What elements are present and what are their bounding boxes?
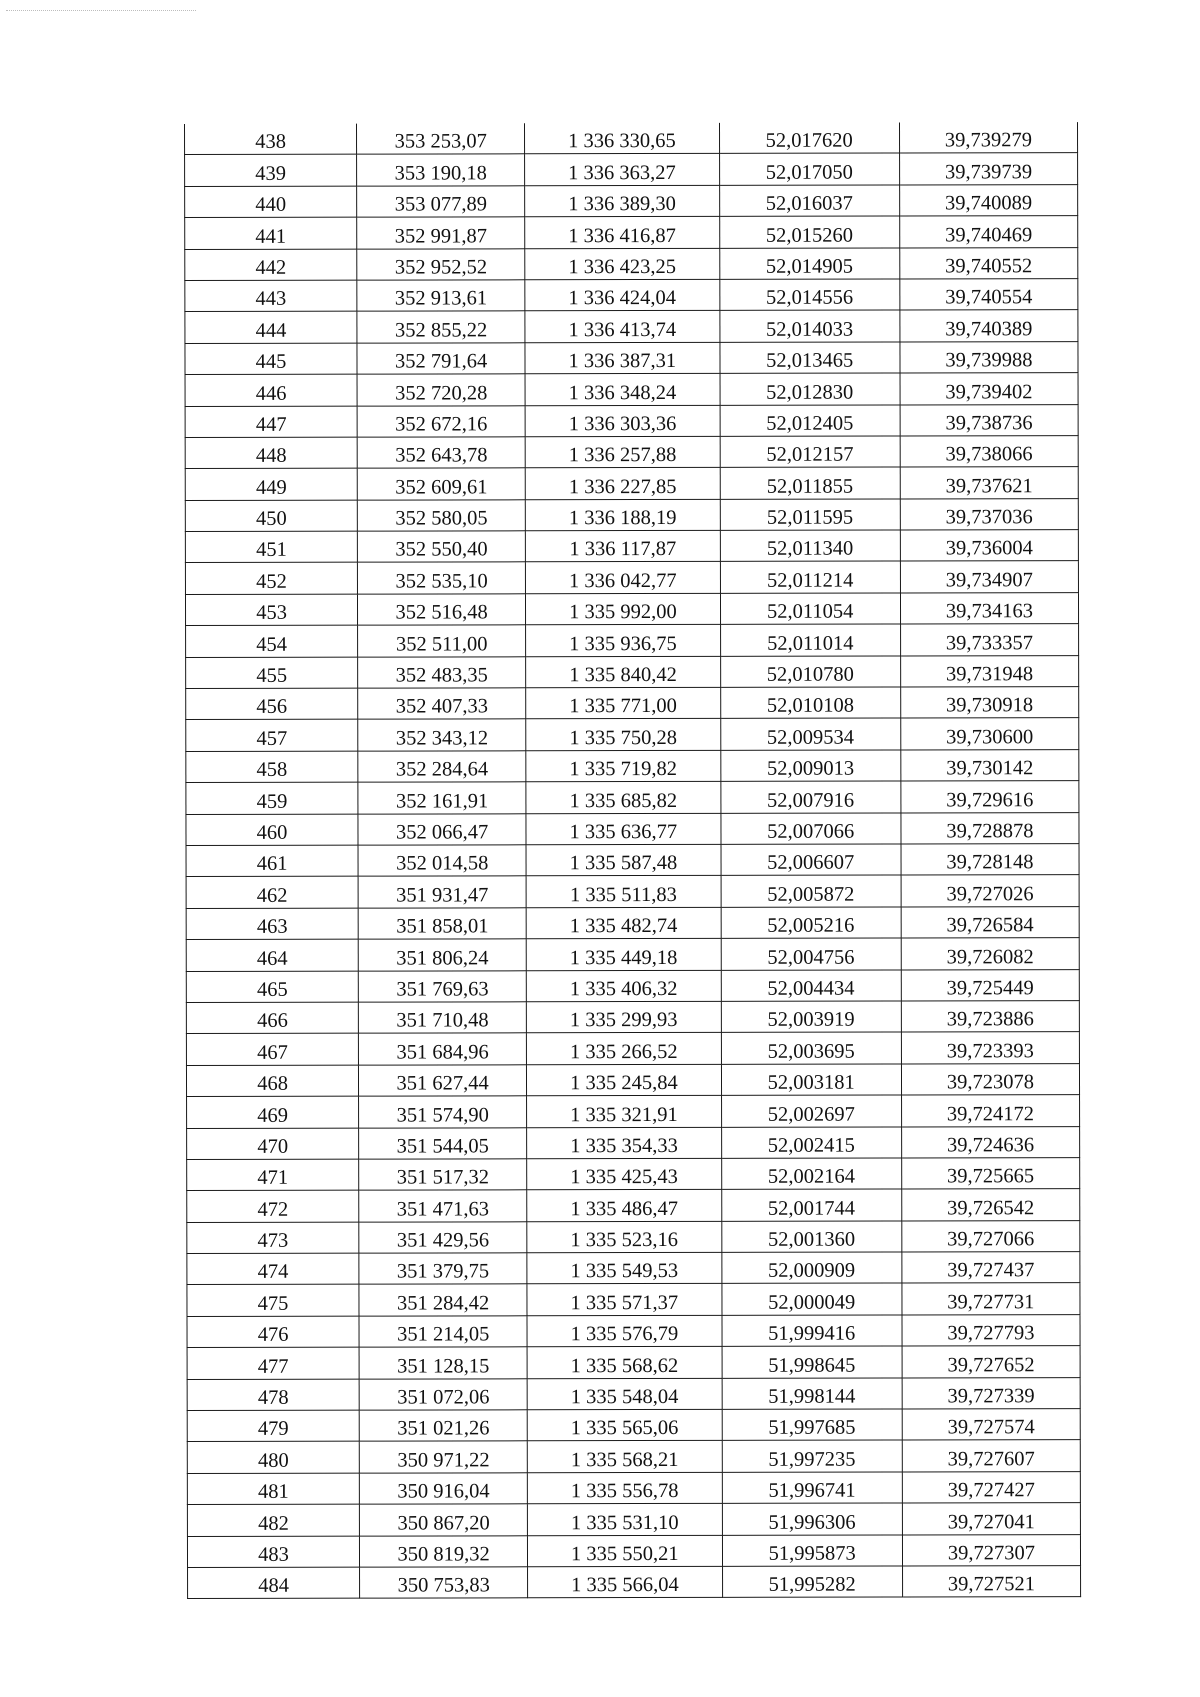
longitude-cell: 39,739279	[899, 122, 1077, 153]
y-coordinate-cell: 1 335 992,00	[526, 593, 720, 625]
y-coordinate-cell: 1 335 354,33	[527, 1127, 721, 1159]
y-coordinate-cell: 1 335 719,82	[526, 750, 720, 782]
y-coordinate-cell: 1 335 523,16	[527, 1221, 721, 1253]
table-row	[187, 1534, 1080, 1567]
y-coordinate-cell: 1 335 568,21	[527, 1441, 721, 1473]
y-coordinate-cell: 1 335 482,74	[526, 907, 720, 939]
x-coordinate-cell: 350 819,32	[360, 1535, 528, 1567]
y-coordinate-cell: 1 335 449,18	[526, 939, 720, 971]
table-row	[187, 1095, 1080, 1128]
point-number-cell: 471	[187, 1159, 359, 1191]
x-coordinate-cell: 351 544,05	[359, 1127, 527, 1159]
longitude-cell: 39,727427	[902, 1471, 1080, 1503]
latitude-cell: 52,011855	[720, 467, 900, 499]
y-coordinate-cell: 1 336 117,87	[526, 530, 720, 562]
longitude-cell: 39,737036	[900, 498, 1078, 530]
y-coordinate-cell: 1 335 750,28	[526, 719, 720, 751]
point-number-cell: 455	[186, 657, 358, 689]
longitude-cell: 39,726082	[901, 938, 1079, 970]
x-coordinate-cell: 351 806,24	[358, 939, 526, 971]
y-coordinate-cell: 1 335 840,42	[526, 656, 720, 688]
table-row	[185, 592, 1078, 625]
longitude-cell: 39,727731	[902, 1283, 1080, 1315]
x-coordinate-cell: 351 379,75	[359, 1253, 527, 1285]
coordinates-table	[184, 122, 1081, 1599]
y-coordinate-cell: 1 335 511,83	[526, 876, 720, 908]
table-row	[187, 1220, 1080, 1253]
latitude-cell: 51,997685	[722, 1409, 902, 1441]
y-coordinate-cell: 1 336 188,19	[525, 499, 719, 531]
latitude-cell: 52,005872	[721, 875, 901, 907]
point-number-cell: 447	[185, 406, 357, 438]
point-number-cell: 449	[185, 468, 357, 500]
y-coordinate-cell: 1 336 257,88	[525, 436, 719, 468]
y-coordinate-cell: 1 336 348,24	[525, 374, 719, 406]
longitude-cell: 39,726584	[901, 906, 1079, 938]
point-number-cell: 450	[185, 500, 357, 532]
y-coordinate-cell: 1 335 566,04	[528, 1566, 722, 1598]
point-number-cell: 466	[186, 1002, 358, 1034]
latitude-cell: 52,014905	[719, 248, 899, 280]
x-coordinate-cell: 351 684,96	[359, 1033, 527, 1065]
latitude-cell: 52,002415	[721, 1126, 901, 1158]
latitude-cell: 51,998144	[722, 1378, 902, 1410]
point-number-cell: 465	[186, 971, 358, 1003]
longitude-cell: 39,730600	[901, 718, 1079, 750]
y-coordinate-cell: 1 335 266,52	[527, 1033, 721, 1065]
y-coordinate-cell: 1 336 363,27	[525, 154, 719, 186]
x-coordinate-cell: 352 643,78	[357, 437, 525, 469]
y-coordinate-cell: 1 335 936,75	[526, 625, 720, 657]
x-coordinate-cell: 353 077,89	[357, 186, 525, 218]
longitude-cell: 39,740469	[899, 216, 1077, 248]
table-row	[186, 875, 1079, 908]
latitude-cell: 52,003695	[721, 1032, 901, 1064]
latitude-cell: 52,004756	[721, 938, 901, 970]
x-coordinate-cell: 351 072,06	[359, 1378, 527, 1410]
point-number-cell: 443	[185, 280, 357, 312]
x-coordinate-cell: 351 214,05	[359, 1316, 527, 1348]
x-coordinate-cell: 352 535,10	[358, 562, 526, 594]
table-row	[185, 404, 1078, 437]
table-row	[187, 1158, 1080, 1191]
y-coordinate-cell: 1 335 685,82	[526, 782, 720, 814]
point-number-cell: 438	[185, 124, 357, 155]
x-coordinate-cell: 352 284,64	[358, 751, 526, 783]
latitude-cell: 52,002164	[721, 1158, 901, 1190]
table-row	[186, 1001, 1079, 1034]
table-row	[188, 1566, 1081, 1599]
table-row	[186, 844, 1079, 877]
table-row	[187, 1346, 1080, 1379]
point-number-cell: 454	[186, 625, 358, 657]
y-coordinate-cell: 1 335 425,43	[527, 1158, 721, 1190]
x-coordinate-cell: 350 916,04	[359, 1473, 527, 1505]
table-row	[185, 530, 1078, 563]
latitude-cell: 52,017620	[719, 123, 899, 154]
table-row	[186, 687, 1079, 720]
table-row	[185, 216, 1078, 249]
table-row	[185, 122, 1078, 155]
point-number-cell: 479	[187, 1410, 359, 1442]
point-number-cell: 453	[185, 594, 357, 626]
x-coordinate-cell: 352 855,22	[357, 311, 525, 343]
latitude-cell: 52,009534	[720, 718, 900, 750]
table-row	[187, 1189, 1080, 1222]
longitude-cell: 39,727437	[902, 1252, 1080, 1284]
y-coordinate-cell: 1 336 423,25	[525, 248, 719, 280]
point-number-cell: 458	[186, 751, 358, 783]
point-number-cell: 462	[186, 877, 358, 909]
point-number-cell: 468	[186, 1065, 358, 1097]
longitude-cell: 39,740389	[900, 310, 1078, 342]
latitude-cell: 52,012157	[720, 436, 900, 468]
latitude-cell: 52,017050	[719, 153, 899, 185]
x-coordinate-cell: 351 710,48	[358, 1002, 526, 1034]
x-coordinate-cell: 351 128,15	[359, 1347, 527, 1379]
longitude-cell: 39,723393	[901, 1032, 1079, 1064]
y-coordinate-cell: 1 336 387,31	[525, 342, 719, 374]
point-number-cell: 467	[186, 1033, 358, 1065]
longitude-cell: 39,728148	[901, 844, 1079, 876]
point-number-cell: 444	[185, 311, 357, 343]
x-coordinate-cell: 352 014,58	[358, 845, 526, 877]
latitude-cell: 52,007916	[720, 781, 900, 813]
latitude-cell: 52,007066	[721, 813, 901, 845]
x-coordinate-cell: 353 190,18	[357, 154, 525, 186]
table-row	[186, 749, 1079, 782]
table-row	[187, 1503, 1080, 1536]
latitude-cell: 52,000049	[721, 1283, 901, 1315]
longitude-cell: 39,727607	[902, 1440, 1080, 1472]
latitude-cell: 52,004434	[721, 970, 901, 1002]
longitude-cell: 39,729616	[901, 781, 1079, 813]
y-coordinate-cell: 1 336 416,87	[525, 217, 719, 249]
x-coordinate-cell: 352 511,00	[358, 625, 526, 657]
table-row	[185, 373, 1078, 406]
y-coordinate-cell: 1 335 571,37	[527, 1284, 721, 1316]
table-row	[187, 1471, 1080, 1504]
table-row	[186, 938, 1079, 971]
y-coordinate-cell: 1 335 321,91	[527, 1095, 721, 1127]
y-coordinate-cell: 1 335 245,84	[527, 1064, 721, 1096]
table-row	[185, 279, 1078, 312]
y-coordinate-cell: 1 335 550,21	[528, 1535, 722, 1567]
y-coordinate-cell: 1 335 486,47	[527, 1190, 721, 1222]
longitude-cell: 39,723078	[901, 1063, 1079, 1095]
latitude-cell: 52,003181	[721, 1064, 901, 1096]
table-row	[187, 1252, 1080, 1285]
table-row	[187, 1409, 1080, 1442]
latitude-cell: 51,999416	[722, 1315, 902, 1347]
x-coordinate-cell: 352 952,52	[357, 248, 525, 280]
longitude-cell: 39,739402	[900, 373, 1078, 405]
table-row	[186, 812, 1079, 845]
x-coordinate-cell: 351 284,42	[359, 1284, 527, 1316]
point-number-cell: 446	[185, 374, 357, 406]
x-coordinate-cell: 352 609,61	[357, 468, 525, 500]
table-row	[186, 718, 1079, 751]
table-row	[186, 624, 1079, 657]
point-number-cell: 460	[186, 814, 358, 846]
point-number-cell: 445	[185, 343, 357, 375]
longitude-cell: 39,727307	[902, 1534, 1080, 1566]
longitude-cell: 39,727041	[902, 1503, 1080, 1535]
latitude-cell: 51,995873	[722, 1535, 902, 1567]
longitude-cell: 39,734907	[900, 561, 1078, 593]
longitude-cell: 39,728878	[901, 812, 1079, 844]
point-number-cell: 459	[186, 782, 358, 814]
longitude-cell: 39,723886	[901, 1001, 1079, 1033]
point-number-cell: 463	[186, 908, 358, 940]
y-coordinate-cell: 1 336 227,85	[525, 468, 719, 500]
x-coordinate-cell: 352 343,12	[358, 719, 526, 751]
latitude-cell: 51,996741	[722, 1472, 902, 1504]
point-number-cell: 482	[187, 1504, 359, 1536]
latitude-cell: 51,997235	[722, 1440, 902, 1472]
x-coordinate-cell: 352 913,61	[357, 280, 525, 312]
coordinates-table-body	[185, 122, 1081, 1599]
latitude-cell: 52,011054	[720, 593, 900, 625]
point-number-cell: 473	[187, 1222, 359, 1254]
x-coordinate-cell: 352 672,16	[357, 405, 525, 437]
latitude-cell: 52,003919	[721, 1001, 901, 1033]
y-coordinate-cell: 1 335 587,48	[526, 844, 720, 876]
x-coordinate-cell: 351 769,63	[358, 970, 526, 1002]
latitude-cell: 52,011595	[720, 499, 900, 531]
latitude-cell: 52,012405	[720, 405, 900, 437]
x-coordinate-cell: 351 021,26	[359, 1410, 527, 1442]
x-coordinate-cell: 352 580,05	[357, 499, 525, 531]
longitude-cell: 39,739988	[900, 341, 1078, 373]
latitude-cell: 52,010780	[720, 656, 900, 688]
latitude-cell: 52,001360	[721, 1221, 901, 1253]
y-coordinate-cell: 1 336 042,77	[526, 562, 720, 594]
x-coordinate-cell: 352 550,40	[357, 531, 525, 563]
latitude-cell: 52,002697	[721, 1095, 901, 1127]
longitude-cell: 39,740554	[900, 279, 1078, 311]
longitude-cell: 39,738736	[900, 404, 1078, 436]
longitude-cell: 39,730918	[900, 687, 1078, 719]
table-row	[185, 153, 1078, 186]
x-coordinate-cell: 351 574,90	[359, 1096, 527, 1128]
point-number-cell: 475	[187, 1285, 359, 1317]
latitude-cell: 52,001744	[721, 1189, 901, 1221]
point-number-cell: 470	[187, 1128, 359, 1160]
x-coordinate-cell: 352 407,33	[358, 688, 526, 720]
x-coordinate-cell: 350 971,22	[359, 1441, 527, 1473]
longitude-cell: 39,738066	[900, 436, 1078, 468]
x-coordinate-cell: 353 253,07	[357, 123, 525, 154]
latitude-cell: 52,011014	[720, 624, 900, 656]
y-coordinate-cell: 1 335 299,93	[527, 1001, 721, 1033]
x-coordinate-cell: 351 517,32	[359, 1159, 527, 1191]
point-number-cell: 472	[187, 1190, 359, 1222]
table-row	[186, 906, 1079, 939]
point-number-cell: 476	[187, 1316, 359, 1348]
longitude-cell: 39,726542	[902, 1189, 1080, 1221]
x-coordinate-cell: 352 161,91	[358, 782, 526, 814]
latitude-cell: 52,010108	[720, 687, 900, 719]
y-coordinate-cell: 1 335 576,79	[527, 1315, 721, 1347]
point-number-cell: 484	[188, 1567, 360, 1599]
point-number-cell: 457	[186, 720, 358, 752]
point-number-cell: 440	[185, 186, 357, 218]
y-coordinate-cell: 1 336 389,30	[525, 185, 719, 217]
point-number-cell: 477	[187, 1347, 359, 1379]
x-coordinate-cell: 350 753,83	[360, 1567, 528, 1599]
point-number-cell: 474	[187, 1253, 359, 1285]
scan-artifact-line	[6, 10, 196, 11]
table-row	[185, 498, 1078, 531]
longitude-cell: 39,727521	[902, 1566, 1080, 1598]
latitude-cell: 52,006607	[721, 844, 901, 876]
table-row	[187, 1126, 1080, 1159]
x-coordinate-cell: 350 867,20	[360, 1504, 528, 1536]
y-coordinate-cell: 1 335 636,77	[526, 813, 720, 845]
x-coordinate-cell: 351 471,63	[359, 1190, 527, 1222]
longitude-cell: 39,733357	[900, 624, 1078, 656]
longitude-cell: 39,737621	[900, 467, 1078, 499]
y-coordinate-cell: 1 335 556,78	[527, 1472, 721, 1504]
table-row	[186, 655, 1079, 688]
x-coordinate-cell: 351 429,56	[359, 1221, 527, 1253]
x-coordinate-cell: 352 066,47	[358, 813, 526, 845]
longitude-cell: 39,740552	[900, 247, 1078, 279]
point-number-cell: 451	[185, 531, 357, 563]
y-coordinate-cell: 1 335 771,00	[526, 687, 720, 719]
y-coordinate-cell: 1 336 303,36	[525, 405, 719, 437]
longitude-cell: 39,724636	[901, 1126, 1079, 1158]
longitude-cell: 39,727652	[902, 1346, 1080, 1378]
longitude-cell: 39,736004	[900, 530, 1078, 562]
longitude-cell: 39,740089	[899, 184, 1077, 216]
y-coordinate-cell: 1 335 548,04	[527, 1378, 721, 1410]
x-coordinate-cell: 352 483,35	[358, 656, 526, 688]
latitude-cell: 51,995282	[722, 1566, 902, 1598]
latitude-cell: 52,014033	[719, 310, 899, 342]
latitude-cell: 52,015260	[719, 216, 899, 248]
table-row	[185, 247, 1078, 280]
latitude-cell: 52,000909	[721, 1252, 901, 1284]
longitude-cell: 39,731948	[900, 655, 1078, 687]
point-number-cell: 452	[185, 563, 357, 595]
x-coordinate-cell: 352 791,64	[357, 343, 525, 375]
latitude-cell: 52,016037	[719, 185, 899, 217]
y-coordinate-cell: 1 335 549,53	[527, 1252, 721, 1284]
longitude-cell: 39,730142	[901, 749, 1079, 781]
latitude-cell: 52,012830	[720, 373, 900, 405]
y-coordinate-cell: 1 336 330,65	[525, 123, 719, 154]
point-number-cell: 456	[186, 688, 358, 720]
x-coordinate-cell: 352 516,48	[358, 594, 526, 626]
table-row	[186, 781, 1079, 814]
table-row	[187, 1314, 1080, 1347]
point-number-cell: 439	[185, 155, 357, 187]
point-number-cell: 481	[187, 1473, 359, 1505]
latitude-cell: 51,996306	[722, 1503, 902, 1535]
x-coordinate-cell: 351 627,44	[359, 1065, 527, 1097]
point-number-cell: 483	[187, 1536, 359, 1568]
latitude-cell: 52,009013	[720, 750, 900, 782]
y-coordinate-cell: 1 336 424,04	[525, 279, 719, 311]
latitude-cell: 52,013465	[720, 342, 900, 374]
longitude-cell: 39,727793	[902, 1314, 1080, 1346]
longitude-cell: 39,725665	[901, 1158, 1079, 1190]
table-row	[186, 1063, 1079, 1096]
table-row	[185, 467, 1078, 500]
point-number-cell: 469	[187, 1096, 359, 1128]
table-row	[185, 561, 1078, 594]
table-row	[185, 184, 1078, 217]
x-coordinate-cell: 351 931,47	[358, 876, 526, 908]
latitude-cell: 52,011214	[720, 561, 900, 593]
point-number-cell: 448	[185, 437, 357, 469]
x-coordinate-cell: 351 858,01	[358, 908, 526, 940]
longitude-cell: 39,724172	[901, 1095, 1079, 1127]
table-row	[185, 436, 1078, 469]
longitude-cell: 39,727339	[902, 1377, 1080, 1409]
longitude-cell: 39,727574	[902, 1409, 1080, 1441]
point-number-cell: 461	[186, 845, 358, 877]
longitude-cell: 39,739739	[899, 153, 1077, 185]
longitude-cell: 39,725449	[901, 969, 1079, 1001]
point-number-cell: 441	[185, 217, 357, 249]
y-coordinate-cell: 1 335 565,06	[527, 1409, 721, 1441]
longitude-cell: 39,727066	[902, 1220, 1080, 1252]
table-row	[186, 1032, 1079, 1065]
latitude-cell: 52,014556	[719, 279, 899, 311]
y-coordinate-cell: 1 335 406,32	[526, 970, 720, 1002]
table-row	[185, 341, 1078, 374]
table-row	[187, 1283, 1080, 1316]
x-coordinate-cell: 352 991,87	[357, 217, 525, 249]
y-coordinate-cell: 1 335 531,10	[528, 1504, 722, 1536]
latitude-cell: 51,998645	[722, 1346, 902, 1378]
point-number-cell: 478	[187, 1379, 359, 1411]
latitude-cell: 52,011340	[720, 530, 900, 562]
table-row	[185, 310, 1078, 343]
longitude-cell: 39,734163	[900, 592, 1078, 624]
y-coordinate-cell: 1 336 413,74	[525, 311, 719, 343]
latitude-cell: 52,005216	[721, 907, 901, 939]
y-coordinate-cell: 1 335 568,62	[527, 1347, 721, 1379]
table-row	[187, 1440, 1080, 1473]
point-number-cell: 442	[185, 249, 357, 281]
longitude-cell: 39,727026	[901, 875, 1079, 907]
x-coordinate-cell: 352 720,28	[357, 374, 525, 406]
table-row	[187, 1377, 1080, 1410]
point-number-cell: 480	[187, 1442, 359, 1474]
table-row	[186, 969, 1079, 1002]
point-number-cell: 464	[186, 939, 358, 971]
